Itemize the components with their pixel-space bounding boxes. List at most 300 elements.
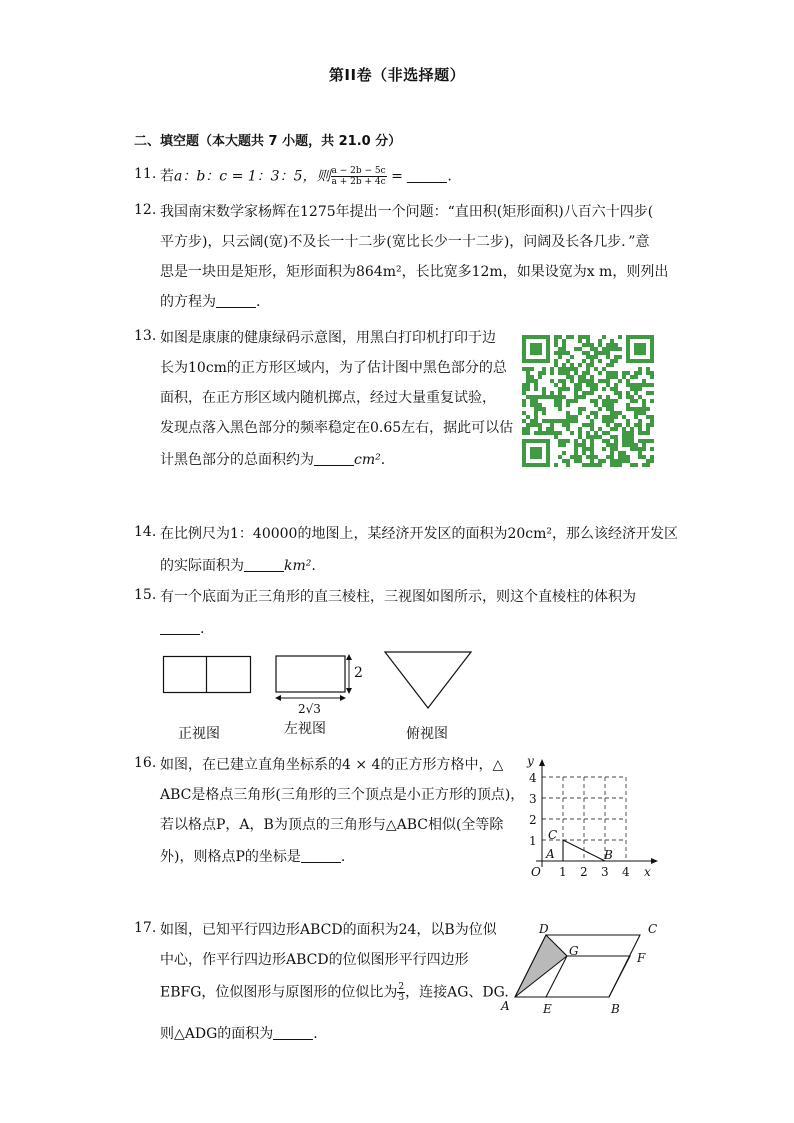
qr-module bbox=[582, 423, 586, 427]
y-tick-label: 2 bbox=[529, 813, 537, 827]
qr-module bbox=[538, 395, 542, 399]
qr-module bbox=[586, 431, 590, 435]
qr-module bbox=[562, 367, 566, 371]
qr-module bbox=[558, 379, 562, 383]
point-g-label: G bbox=[569, 944, 579, 958]
section-heading: 二、填空题（本大题共 7 小题，共 21.0 分） bbox=[134, 134, 402, 149]
qr-module bbox=[586, 343, 590, 347]
qr-module bbox=[562, 423, 566, 427]
top-view-figure bbox=[384, 651, 472, 709]
qr-module bbox=[522, 431, 526, 435]
qr-module bbox=[594, 403, 598, 407]
qr-module bbox=[598, 379, 602, 383]
qr-module bbox=[650, 459, 654, 463]
qr-module bbox=[562, 339, 566, 343]
qr-module bbox=[606, 371, 610, 375]
qr-module bbox=[594, 431, 598, 435]
qr-module bbox=[606, 351, 610, 355]
qr-module bbox=[630, 399, 634, 403]
qr-module bbox=[606, 343, 610, 347]
qr-module bbox=[590, 451, 594, 455]
qr-module bbox=[634, 443, 638, 447]
qr-module bbox=[602, 335, 606, 339]
point-c-label: C bbox=[648, 922, 658, 936]
qr-module bbox=[606, 383, 610, 387]
qr-module bbox=[626, 379, 630, 383]
qr-module bbox=[598, 343, 602, 347]
qr-module bbox=[646, 415, 650, 419]
point-c-label: C bbox=[548, 828, 558, 842]
qr-module bbox=[590, 463, 594, 467]
qr-module bbox=[638, 431, 642, 435]
qr-module bbox=[542, 411, 546, 415]
question-text: 若a：b：c = 1：3：5，则 $\frac{a - 2b - 5c}{a + 2b + 4c}$ = . bbox=[160, 166, 452, 187]
qr-module bbox=[566, 403, 570, 407]
qr-module bbox=[638, 371, 642, 375]
side-height-label: 2 bbox=[354, 665, 363, 681]
qr-module bbox=[562, 351, 566, 355]
front-view-figure bbox=[163, 656, 251, 694]
front-view-caption: 正视图 bbox=[178, 726, 220, 742]
qr-module bbox=[578, 435, 582, 439]
qr-module bbox=[554, 395, 558, 399]
question-line: 思是一块田是矩形，矩形面积为864m²，长比宽多12m，如果设宽为x m，则列出 bbox=[160, 264, 669, 280]
question-line: 面积，在正方形区域内随机掷点，经过大量重复试验， bbox=[160, 390, 496, 406]
qr-module bbox=[622, 451, 626, 455]
qr-module bbox=[626, 395, 630, 399]
qr-module bbox=[638, 423, 642, 427]
qr-module bbox=[578, 387, 582, 391]
qr-module bbox=[594, 463, 598, 467]
qr-module bbox=[602, 431, 606, 435]
qr-module bbox=[586, 371, 590, 375]
qr-module bbox=[554, 339, 558, 343]
qr-module bbox=[610, 375, 614, 379]
qr-module bbox=[614, 359, 618, 363]
qr-module bbox=[618, 463, 622, 467]
qr-module bbox=[630, 383, 634, 387]
answer-blank[interactable] bbox=[160, 620, 200, 635]
qr-module bbox=[610, 339, 614, 343]
qr-module bbox=[530, 399, 534, 403]
qr-module bbox=[538, 427, 542, 431]
x-tick-label: 3 bbox=[601, 865, 609, 879]
qr-finder-pattern bbox=[522, 439, 550, 467]
qr-module bbox=[562, 363, 566, 367]
qr-module bbox=[526, 387, 530, 391]
qr-module bbox=[594, 387, 598, 391]
qr-module bbox=[542, 371, 546, 375]
qr-module bbox=[634, 415, 638, 419]
qr-module bbox=[634, 383, 638, 387]
x-tick-label: 4 bbox=[622, 865, 630, 879]
qr-module bbox=[586, 355, 590, 359]
y-tick-label: 1 bbox=[529, 834, 537, 848]
qr-module bbox=[638, 427, 642, 431]
qr-module bbox=[578, 407, 582, 411]
qr-module bbox=[554, 335, 558, 339]
question-line: 如图，在已建立直角坐标系的4 × 4的正方形方格中，△ bbox=[160, 757, 504, 773]
qr-module bbox=[626, 403, 630, 407]
qr-module bbox=[646, 439, 650, 443]
qr-module bbox=[614, 343, 618, 347]
qr-module bbox=[602, 459, 606, 463]
qr-module bbox=[630, 375, 634, 379]
qr-module bbox=[638, 383, 642, 387]
qr-module bbox=[522, 403, 526, 407]
qr-module bbox=[586, 379, 590, 383]
parallelogram-figure bbox=[498, 918, 668, 1018]
qr-module bbox=[634, 423, 638, 427]
qr-module bbox=[614, 399, 618, 403]
question-number: 11. bbox=[134, 166, 157, 182]
qr-module bbox=[610, 419, 614, 423]
qr-module bbox=[618, 459, 622, 463]
qr-module bbox=[626, 371, 630, 375]
point-d-label: D bbox=[539, 922, 549, 936]
qr-module bbox=[558, 391, 562, 395]
qr-module bbox=[530, 419, 534, 423]
qr-module bbox=[546, 431, 550, 435]
qr-module bbox=[562, 387, 566, 391]
point-a-label: A bbox=[546, 847, 555, 861]
side-view-caption: 左视图 bbox=[284, 721, 326, 737]
qr-module bbox=[550, 427, 554, 431]
qr-module bbox=[570, 363, 574, 367]
qr-module bbox=[590, 459, 594, 463]
qr-module bbox=[634, 371, 638, 375]
qr-module bbox=[574, 415, 578, 419]
qr-module bbox=[530, 423, 534, 427]
qr-module bbox=[610, 463, 614, 467]
qr-module bbox=[582, 335, 586, 339]
qr-module bbox=[606, 375, 610, 379]
qr-module bbox=[582, 407, 586, 411]
qr-module bbox=[606, 419, 610, 423]
qr-module bbox=[582, 463, 586, 467]
qr-module bbox=[634, 391, 638, 395]
qr-module bbox=[642, 439, 646, 443]
answer-blank[interactable] bbox=[216, 293, 256, 308]
qr-module bbox=[522, 383, 526, 387]
qr-module bbox=[542, 395, 546, 399]
qr-module bbox=[642, 399, 646, 403]
qr-module bbox=[618, 411, 622, 415]
qr-finder-pattern bbox=[522, 335, 550, 363]
qr-module bbox=[614, 411, 618, 415]
qr-module bbox=[606, 423, 610, 427]
qr-module bbox=[610, 403, 614, 407]
qr-module bbox=[602, 387, 606, 391]
qr-module bbox=[570, 367, 574, 371]
qr-module bbox=[554, 399, 558, 403]
qr-module bbox=[630, 395, 634, 399]
qr-module bbox=[630, 407, 634, 411]
question-line: 若以格点P，A，B为顶点的三角形与△ABC相似(全等除 bbox=[160, 817, 504, 833]
qr-module bbox=[590, 387, 594, 391]
qr-module bbox=[570, 431, 574, 435]
qr-module bbox=[526, 383, 530, 387]
qr-module bbox=[582, 379, 586, 383]
question-number: 17. bbox=[134, 920, 157, 936]
qr-module bbox=[590, 383, 594, 387]
qr-module bbox=[574, 439, 578, 443]
qr-module bbox=[622, 443, 626, 447]
qr-module bbox=[526, 375, 530, 379]
qr-module bbox=[650, 419, 654, 423]
question-line: 的实际面积为 km². bbox=[160, 558, 316, 574]
qr-module bbox=[602, 367, 606, 371]
qr-module bbox=[578, 375, 582, 379]
qr-module bbox=[586, 415, 590, 419]
question-line: 我国南宋数学家杨辉在1275年提出一个问题：“直田积(矩形面积)八百六十四步( bbox=[160, 204, 654, 220]
qr-module bbox=[582, 447, 586, 451]
qr-module bbox=[638, 395, 642, 399]
qr-module bbox=[650, 391, 654, 395]
qr-module bbox=[566, 399, 570, 403]
qr-module bbox=[570, 355, 574, 359]
qr-module bbox=[634, 375, 638, 379]
question-line: 外)，则格点P的坐标是 . bbox=[160, 849, 346, 865]
qr-module bbox=[582, 451, 586, 455]
qr-module bbox=[594, 367, 598, 371]
point-b-label: B bbox=[611, 1002, 620, 1016]
qr-module bbox=[618, 335, 622, 339]
qr-module bbox=[650, 399, 654, 403]
qr-module bbox=[610, 399, 614, 403]
answer-blank[interactable] bbox=[244, 557, 284, 572]
qr-module bbox=[642, 403, 646, 407]
qr-module bbox=[550, 371, 554, 375]
qr-module bbox=[626, 455, 630, 459]
qr-module bbox=[598, 407, 602, 411]
question-line: 平方步)，只云阔(宽)不及长一十二步(宽比长少一十二步)，问阔及长各几步．”意 bbox=[160, 234, 650, 250]
qr-module bbox=[582, 359, 586, 363]
qr-module bbox=[522, 391, 526, 395]
qr-module bbox=[610, 343, 614, 347]
qr-module bbox=[562, 371, 566, 375]
qr-module bbox=[562, 443, 566, 447]
qr-module bbox=[638, 419, 642, 423]
qr-module bbox=[630, 463, 634, 467]
qr-module bbox=[590, 443, 594, 447]
qr-module bbox=[570, 379, 574, 383]
qr-module bbox=[618, 395, 622, 399]
qr-module bbox=[578, 431, 582, 435]
question-line: 如图是康康的健康绿码示意图，用黑白打印机打印于边 bbox=[160, 330, 496, 346]
qr-module bbox=[558, 371, 562, 375]
qr-module bbox=[590, 379, 594, 383]
qr-module bbox=[570, 335, 574, 339]
coordinate-grid-figure bbox=[524, 755, 660, 879]
qr-module bbox=[550, 431, 554, 435]
qr-module bbox=[626, 459, 630, 463]
qr-module bbox=[562, 439, 566, 443]
qr-module bbox=[578, 411, 582, 415]
qr-module bbox=[606, 455, 610, 459]
qr-module bbox=[574, 459, 578, 463]
qr-module bbox=[614, 447, 618, 451]
answer-blank[interactable] bbox=[301, 848, 341, 863]
qr-module bbox=[574, 391, 578, 395]
qr-module bbox=[638, 455, 642, 459]
qr-module bbox=[534, 415, 538, 419]
qr-module bbox=[594, 355, 598, 359]
qr-module bbox=[618, 355, 622, 359]
qr-module bbox=[650, 375, 654, 379]
x-tick-label: 1 bbox=[559, 865, 567, 879]
qr-module bbox=[550, 423, 554, 427]
qr-module bbox=[610, 387, 614, 391]
qr-module bbox=[522, 399, 526, 403]
qr-module bbox=[566, 335, 570, 339]
qr-module bbox=[534, 379, 538, 383]
qr-module bbox=[566, 459, 570, 463]
qr-module bbox=[622, 427, 626, 431]
qr-module bbox=[586, 463, 590, 467]
qr-module bbox=[526, 379, 530, 383]
qr-module bbox=[550, 419, 554, 423]
qr-module bbox=[622, 435, 626, 439]
qr-module bbox=[610, 359, 614, 363]
qr-module bbox=[578, 335, 582, 339]
qr-module bbox=[522, 411, 526, 415]
qr-module bbox=[530, 395, 534, 399]
answer-blank[interactable] bbox=[407, 168, 447, 183]
qr-module bbox=[606, 403, 610, 407]
qr-module bbox=[538, 423, 542, 427]
qr-module bbox=[566, 367, 570, 371]
fraction: $\frac{2}{3}$ bbox=[398, 982, 405, 1003]
qr-module bbox=[610, 411, 614, 415]
origin-label: O bbox=[531, 865, 541, 879]
qr-module bbox=[542, 367, 546, 371]
point-e-label: E bbox=[543, 1002, 552, 1016]
qr-module bbox=[610, 347, 614, 351]
qr-module bbox=[538, 371, 542, 375]
point-b-label: B bbox=[604, 848, 613, 862]
answer-blank[interactable] bbox=[314, 451, 354, 466]
question-line: 中心，作平行四边形ABCD的位似图形平行四边形 bbox=[160, 952, 469, 968]
qr-module bbox=[614, 415, 618, 419]
qr-module bbox=[550, 367, 554, 371]
qr-module bbox=[566, 351, 570, 355]
qr-module bbox=[526, 427, 530, 431]
qr-module bbox=[578, 459, 582, 463]
question-line: 的方程为 . bbox=[160, 294, 261, 310]
qr-module bbox=[546, 419, 550, 423]
qr-module bbox=[610, 427, 614, 431]
question-line: EBFG，位似图形与原图形的位似比为 $\frac{2}{3}$ ，连接AG、DG. bbox=[160, 982, 509, 1003]
qr-module bbox=[590, 435, 594, 439]
qr-module bbox=[618, 423, 622, 427]
qr-module bbox=[578, 347, 582, 351]
question-number: 15. bbox=[134, 587, 157, 603]
qr-module bbox=[534, 411, 538, 415]
qr-module bbox=[582, 371, 586, 375]
qr-module bbox=[614, 355, 618, 359]
qr-module bbox=[606, 431, 610, 435]
qr-module bbox=[594, 411, 598, 415]
qr-module bbox=[526, 415, 530, 419]
qr-module bbox=[550, 379, 554, 383]
qr-module bbox=[606, 363, 610, 367]
qr-module bbox=[646, 459, 650, 463]
qr-module bbox=[602, 399, 606, 403]
qr-module bbox=[534, 419, 538, 423]
qr-module bbox=[610, 415, 614, 419]
qr-module bbox=[582, 343, 586, 347]
qr-module bbox=[546, 427, 550, 431]
qr-module bbox=[590, 455, 594, 459]
qr-module bbox=[630, 435, 634, 439]
answer-blank[interactable] bbox=[273, 1025, 313, 1040]
qr-module bbox=[630, 387, 634, 391]
qr-module bbox=[534, 423, 538, 427]
qr-module bbox=[558, 455, 562, 459]
qr-module bbox=[574, 387, 578, 391]
page-title: 第II卷（非选择题） bbox=[328, 66, 466, 84]
qr-module bbox=[582, 375, 586, 379]
qr-module bbox=[542, 387, 546, 391]
qr-module bbox=[558, 399, 562, 403]
top-view-caption: 俯视图 bbox=[406, 726, 448, 742]
qr-module bbox=[538, 431, 542, 435]
qr-module bbox=[578, 339, 582, 343]
qr-module bbox=[594, 351, 598, 355]
qr-module bbox=[598, 371, 602, 375]
question-number: 12. bbox=[134, 202, 157, 218]
qr-module bbox=[558, 387, 562, 391]
qr-module bbox=[598, 435, 602, 439]
qr-module bbox=[590, 375, 594, 379]
qr-module bbox=[638, 451, 642, 455]
qr-module bbox=[558, 407, 562, 411]
qr-module bbox=[562, 347, 566, 351]
qr-module bbox=[602, 379, 606, 383]
qr-module bbox=[582, 443, 586, 447]
qr-module bbox=[626, 407, 630, 411]
qr-module bbox=[534, 399, 538, 403]
qr-module bbox=[582, 351, 586, 355]
qr-module bbox=[538, 375, 542, 379]
qr-module bbox=[598, 395, 602, 399]
qr-module bbox=[590, 359, 594, 363]
qr-module bbox=[578, 395, 582, 399]
qr-module bbox=[594, 399, 598, 403]
qr-module bbox=[550, 391, 554, 395]
qr-module bbox=[630, 443, 634, 447]
qr-module bbox=[562, 379, 566, 383]
qr-module bbox=[602, 439, 606, 443]
qr-module bbox=[602, 415, 606, 419]
qr-module bbox=[586, 423, 590, 427]
question-line: . bbox=[160, 619, 204, 639]
qr-module bbox=[562, 451, 566, 455]
qr-module bbox=[598, 459, 602, 463]
qr-module bbox=[610, 363, 614, 367]
qr-module bbox=[566, 359, 570, 363]
qr-module bbox=[578, 427, 582, 431]
qr-module bbox=[534, 431, 538, 435]
qr-module bbox=[646, 431, 650, 435]
qr-module bbox=[554, 359, 558, 363]
qr-module bbox=[622, 375, 626, 379]
question-number: 14. bbox=[134, 524, 157, 540]
qr-module bbox=[574, 455, 578, 459]
qr-module bbox=[590, 391, 594, 395]
qr-module bbox=[642, 463, 646, 467]
